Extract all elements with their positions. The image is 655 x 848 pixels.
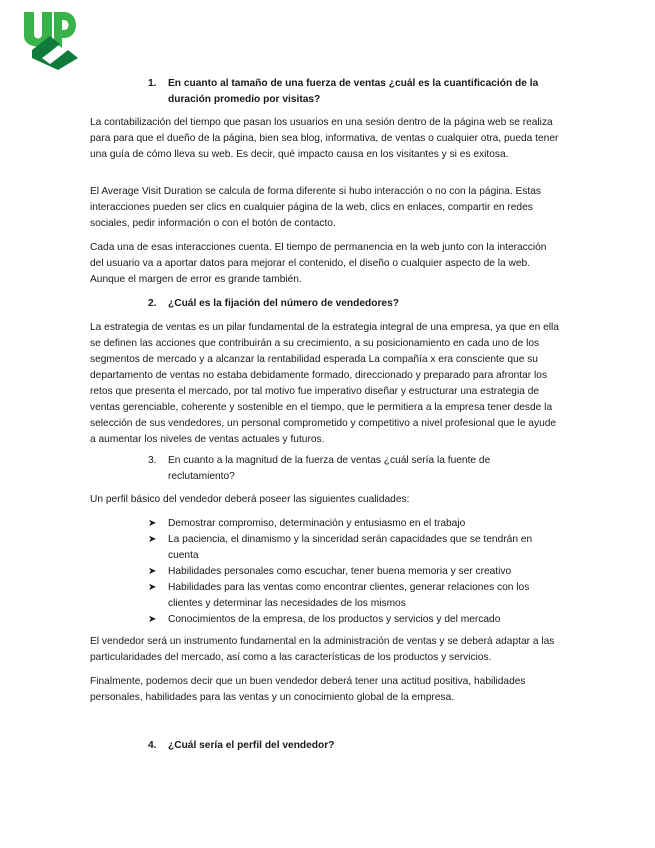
arrow-bullet-icon: ➤ bbox=[148, 582, 157, 593]
arrow-bullet-icon: ➤ bbox=[148, 518, 157, 529]
list-item: ➤ La paciencia, el dinamismo y la sinceridad serán capacidades que se tendrán en cuenta bbox=[148, 534, 533, 561]
question-text: En cuanto al tamaño de una fuerza de ventas ¿cuál es la cuantificación de la duración promedio por visitas? bbox=[168, 78, 539, 105]
question-number: 1. bbox=[148, 78, 157, 89]
question-text: ¿Cuál sería el perfil del vendedor? bbox=[168, 740, 335, 751]
paragraph-6: El vendedor será un instrumento fundamental en la administración de ventas y se deberá adaptar a las particularidades del mercado, así como a las características de los productos y servicios. bbox=[90, 636, 555, 663]
question-text: ¿Cuál es la fijación del número de vendedores? bbox=[168, 298, 399, 309]
paragraph-4: La estrategia de ventas es un pilar fundamental de la estrategia integral de una empresa, ya que en ella se definen las acciones que contribuirán a su crecimiento, a su posicionamiento en cada uno de los segmentos de mercado y a alcanzar la rentabilidad esperada La compañía x era consciente que su departamento de ventas no estaba debidamente formado, direccionado y preparado para afrontar los retos que presenta el mercado, por tal motivo fue imperativo diseñar y estructurar una estrategia de ventas gerenciable, coherente y sostenible en el tiempo, que le permitiera a la empresa tener desde la selección de sus vendedores, un personal comprometido y competitivo a nivel profesional que le ayude a aumentar los niveles de ventas actuales y futuros. bbox=[90, 322, 559, 445]
university-logo bbox=[22, 8, 80, 70]
paragraph-7: Finalmente, podemos decir que un buen vendedor deberá tener una actitud positiva, habilidades personales, habilidades para las ventas y un conocimiento global de la empresa. bbox=[90, 676, 526, 703]
paragraph-2: El Average Visit Duration se calcula de forma diferente si hubo interacción o no con la página. Estas interacciones pueden ser clics en cualquier página de la web, clics en enlaces, compartir en redes sociales, pedir información o con el botón de contacto. bbox=[90, 186, 541, 229]
list-item: ➤ Habilidades para las ventas como encontrar clientes, generar relaciones con los clientes y determinar las necesidades de los mismos bbox=[148, 582, 530, 609]
paragraph-1: La contabilización del tiempo que pasan los usuarios en una sesión dentro de la página web se realiza para para que el dueño de la página, bien sea blog, informativa, de ventas o cualquier otra, pueda tener una guía de cómo lleva su web. Es decir, qué impacto causa en los visitantes y si es exitosa. bbox=[90, 117, 559, 160]
arrow-bullet-icon: ➤ bbox=[148, 614, 157, 625]
question-number: 4. bbox=[148, 740, 157, 751]
qualities-list bbox=[148, 516, 560, 628]
question-text: En cuanto a la magnitud de la fuerza de ventas ¿cuál sería la fuente de reclutamiento? bbox=[168, 455, 491, 482]
arrow-bullet-icon: ➤ bbox=[148, 566, 157, 577]
arrow-bullet-icon: ➤ bbox=[148, 534, 157, 545]
list-item: ➤ Demostrar compromiso, determinación y entusiasmo en el trabajo bbox=[148, 516, 560, 532]
paragraph-3: Cada una de esas interacciones cuenta. El tiempo de permanencia en la web junto con la interacción del usuario va a aportar datos para mejorar el contenido, el diseño o cualquier aspecto de la web. Aunque el margen de error es grande también. bbox=[90, 242, 547, 285]
question-number: 3. bbox=[148, 455, 157, 466]
paragraph-5: Un perfil básico del vendedor deberá poseer las siguientes cualidades: bbox=[90, 494, 410, 505]
list-item: ➤ Conocimientos de la empresa, de los productos y servicios y del mercado bbox=[148, 612, 560, 628]
question-number: 2. bbox=[148, 298, 157, 309]
list-item: ➤ Habilidades personales como escuchar, tener buena memoria y ser creativo bbox=[148, 564, 560, 580]
